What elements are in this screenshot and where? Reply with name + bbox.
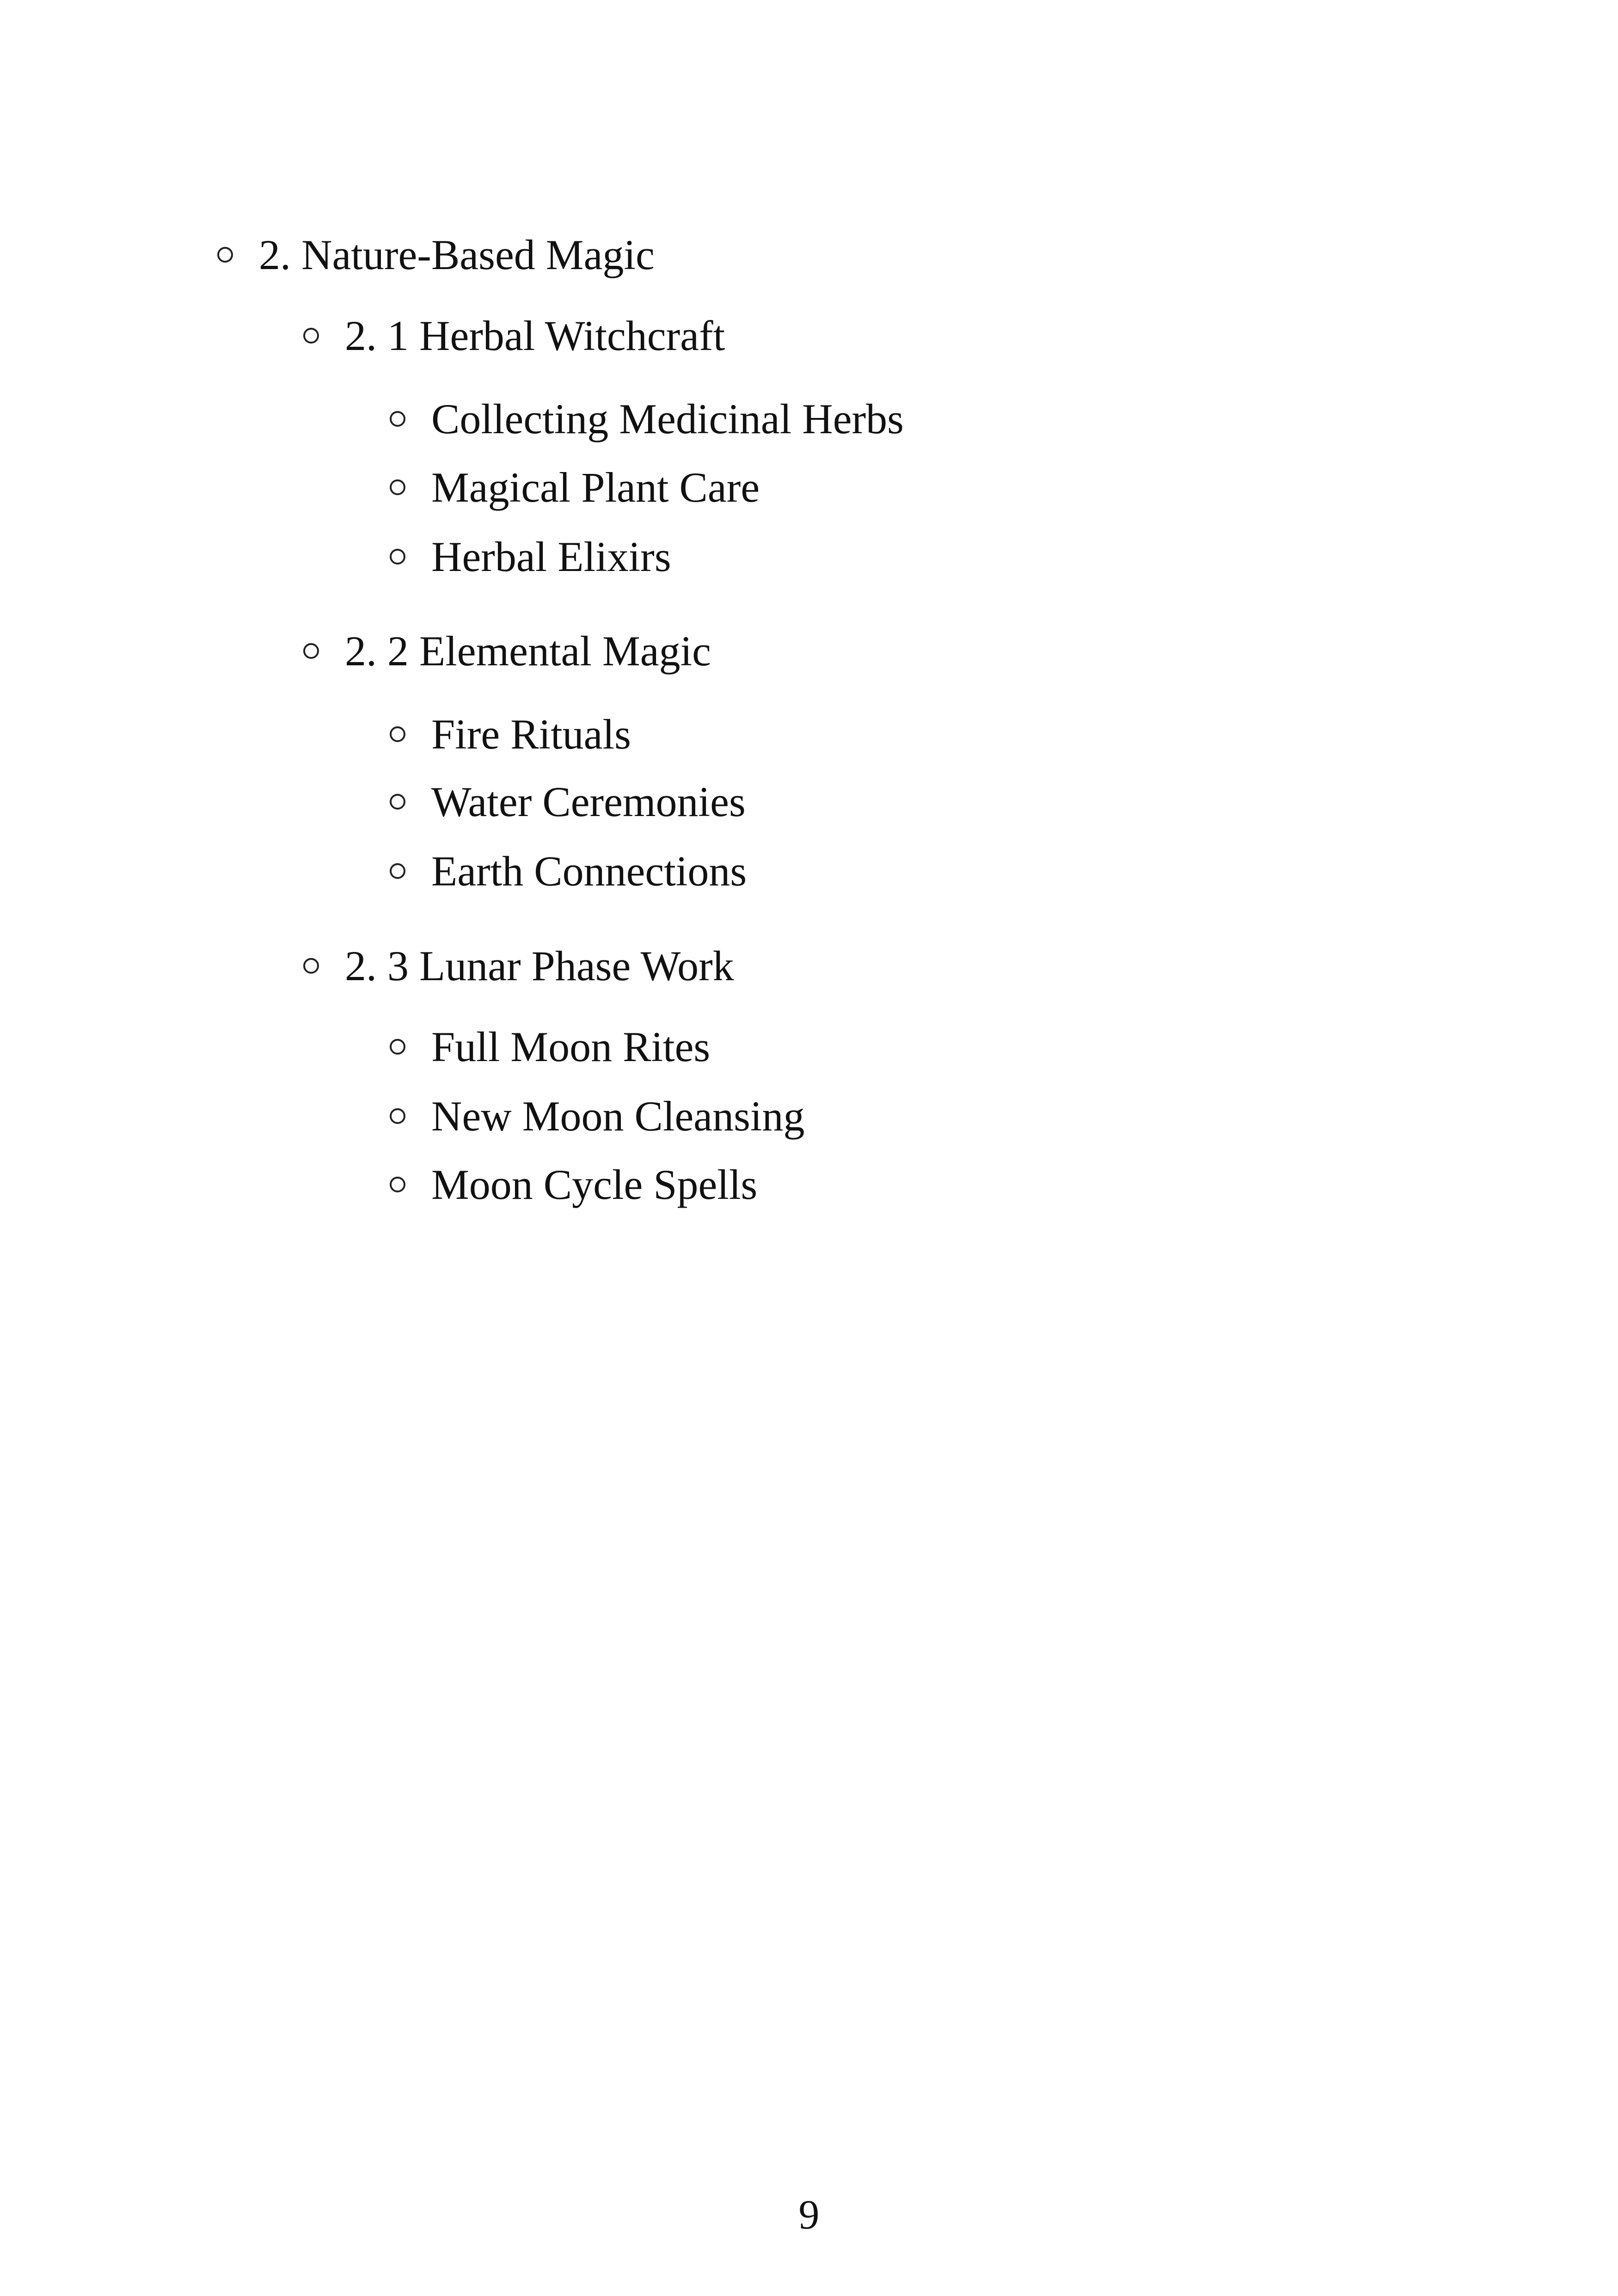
hollow-circle-bullet-icon <box>303 643 319 659</box>
list-item-label: Herbal Elixirs <box>431 533 671 580</box>
list-item <box>390 780 746 823</box>
subsection-title: 2. 2 Elemental Magic <box>345 627 711 675</box>
list-item <box>390 535 671 578</box>
list-item <box>390 1025 710 1068</box>
list-item-label: Moon Cycle Spells <box>431 1161 758 1208</box>
page-number: 9 <box>798 2192 820 2238</box>
outline-subsection <box>303 627 711 675</box>
list-item-label: Earth Connections <box>431 847 747 895</box>
subsection-title: 2. 3 Lunar Phase Work <box>345 942 734 989</box>
hollow-circle-bullet-icon <box>390 479 405 495</box>
list-item-label: New Moon Cleansing <box>431 1093 805 1140</box>
hollow-circle-bullet-icon <box>390 863 405 879</box>
list-item-label: Full Moon Rites <box>431 1023 711 1070</box>
list-item <box>390 466 760 509</box>
hollow-circle-bullet-icon <box>390 1108 405 1124</box>
subsection-title: 2. 1 Herbal Witchcraft <box>345 312 725 359</box>
outline-subsection <box>303 314 725 357</box>
list-item-label: Fire Rituals <box>431 711 631 758</box>
hollow-circle-bullet-icon <box>217 247 233 263</box>
list-item <box>390 1093 805 1140</box>
hollow-circle-bullet-icon <box>303 958 319 974</box>
list-item-label: Magical Plant Care <box>431 464 760 511</box>
hollow-circle-bullet-icon <box>390 411 405 427</box>
hollow-circle-bullet-icon <box>390 1039 405 1055</box>
list-item <box>390 711 631 758</box>
list-item-label: Collecting Medicinal Herbs <box>431 395 904 442</box>
hollow-circle-bullet-icon <box>390 549 405 565</box>
hollow-circle-bullet-icon <box>390 1177 405 1192</box>
hollow-circle-bullet-icon <box>390 726 405 742</box>
list-item-label: Water Ceremonies <box>431 778 746 825</box>
hollow-circle-bullet-icon <box>303 328 319 344</box>
hollow-circle-bullet-icon <box>390 794 405 810</box>
outline-section <box>217 233 655 276</box>
list-item <box>390 395 904 442</box>
list-item <box>390 847 747 895</box>
section-title: 2. Nature-Based Magic <box>259 231 655 278</box>
list-item <box>390 1163 757 1206</box>
outline-subsection <box>303 942 734 989</box>
